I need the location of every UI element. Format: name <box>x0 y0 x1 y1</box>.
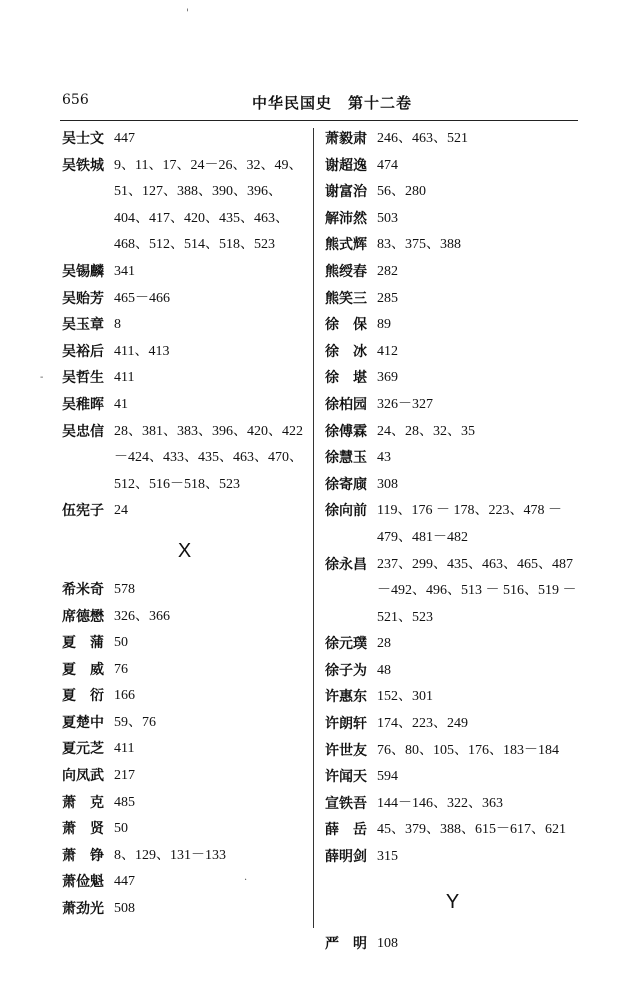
index-entry <box>325 365 580 392</box>
index-entry <box>325 232 580 259</box>
entry-pages: 41 <box>114 396 128 412</box>
entry-pages: 50 <box>114 635 128 651</box>
right-entries <box>325 126 580 871</box>
entry-pages: 326、366 <box>114 608 170 624</box>
entry-name: 许朗轩 <box>325 716 367 733</box>
entry-name: 萧劲光 <box>62 901 104 918</box>
index-entry <box>62 710 307 737</box>
index-entry <box>325 684 580 711</box>
scan-speck: . <box>244 872 248 883</box>
entry-pages: 315 <box>377 849 398 865</box>
entry-name: 徐元璞 <box>325 636 367 653</box>
entry-name: 徐慧玉 <box>325 450 367 467</box>
entry-name: 熊式辉 <box>325 237 367 254</box>
index-entry <box>62 286 307 313</box>
index-entry <box>325 711 580 738</box>
index-entry <box>62 657 307 684</box>
entry-name: 谢超逸 <box>325 157 367 174</box>
index-entry <box>325 498 580 551</box>
entry-name: 吴锡麟 <box>62 263 104 280</box>
right-entries-y <box>325 931 580 958</box>
section-heading-y: Y <box>445 890 460 913</box>
entry-pages: 411 <box>114 370 135 386</box>
scan-speck: ' <box>186 8 189 19</box>
entry-name: 徐向前 <box>325 503 367 520</box>
entry-name: 向凤武 <box>62 768 104 785</box>
entry-name: 萧 克 <box>62 794 104 811</box>
entry-name: 徐 保 <box>325 317 367 334</box>
entry-name: 席德懋 <box>62 608 104 625</box>
entry-name: 熊绶春 <box>325 263 367 280</box>
entry-name: 夏 威 <box>62 661 104 678</box>
index-entry <box>62 630 307 657</box>
entry-pages: 76、80、105、176、183－184 <box>377 742 559 758</box>
entry-pages: 447 <box>114 131 135 146</box>
index-entry <box>325 738 580 765</box>
entry-pages: 24 <box>114 503 128 519</box>
entry-pages: 237、299、435、463、465、487－492、496、513 － 516、519 － 521、523 <box>377 556 577 625</box>
index-entry <box>325 419 580 446</box>
index-entry <box>62 259 307 286</box>
entry-pages: 144－146、322、363 <box>377 795 503 811</box>
index-entry <box>325 339 580 366</box>
index-entry <box>62 869 307 896</box>
header-rule <box>60 120 578 121</box>
entry-pages: 578 <box>114 581 135 597</box>
entry-name: 徐柏园 <box>325 396 367 413</box>
entry-name: 徐子为 <box>325 662 367 679</box>
entry-name: 夏楚中 <box>62 714 104 731</box>
entry-pages: 246、463、521 <box>377 131 468 146</box>
entry-name: 萧毅肃 <box>325 131 367 147</box>
entry-pages: 369 <box>377 370 398 386</box>
entry-name: 吴贻芳 <box>62 290 104 307</box>
index-entry <box>62 153 307 259</box>
entry-pages: 285 <box>377 290 398 306</box>
index-entry <box>325 392 580 419</box>
column-divider <box>313 128 314 928</box>
entry-name: 谢富治 <box>325 184 367 201</box>
entry-pages: 447 <box>114 874 135 890</box>
entry-name: 吴铁城 <box>62 157 104 174</box>
entry-pages: 174、223、249 <box>377 716 468 732</box>
page-number: 656 <box>62 92 89 108</box>
entry-pages: 43 <box>377 450 391 466</box>
entry-pages: 465－466 <box>114 290 170 306</box>
scan-speck: - <box>40 372 44 383</box>
left-column <box>62 126 307 923</box>
index-entry <box>62 365 307 392</box>
entry-pages: 485 <box>114 794 135 810</box>
running-title: 中华民国史 第十二卷 <box>252 94 413 112</box>
entry-pages: 474 <box>377 157 398 173</box>
entry-name: 吴裕后 <box>62 343 104 360</box>
index-entry <box>325 445 580 472</box>
index-entry <box>62 339 307 366</box>
entry-pages: 217 <box>114 768 135 784</box>
index-entry <box>62 392 307 419</box>
index-entry <box>62 419 307 499</box>
index-entry <box>325 472 580 499</box>
entry-pages: 282 <box>377 263 398 279</box>
entry-name: 宣铁吾 <box>325 795 367 812</box>
index-entry <box>325 764 580 791</box>
entry-pages: 8、129、131－133 <box>114 847 226 863</box>
entry-pages: 166 <box>114 688 135 704</box>
entry-name: 萧 贤 <box>62 821 104 838</box>
right-column <box>325 126 580 957</box>
entry-pages: 508 <box>114 901 135 917</box>
left-entries <box>62 126 307 525</box>
index-entry <box>325 791 580 818</box>
entry-name: 许惠东 <box>325 689 367 706</box>
entry-pages: 28 <box>377 636 391 652</box>
entry-name: 许世友 <box>325 742 367 759</box>
entry-pages: 48 <box>377 662 391 678</box>
index-entry <box>325 286 580 313</box>
index-entry <box>62 604 307 631</box>
entry-pages: 83、375、388 <box>377 237 461 253</box>
index-entry <box>325 658 580 685</box>
entry-name: 伍宪子 <box>62 503 104 520</box>
entry-pages: 45、379、388、615－617、621 <box>377 822 566 838</box>
index-entry <box>325 817 580 844</box>
entry-pages: 341 <box>114 263 135 279</box>
index-entry <box>325 259 580 286</box>
index-entry <box>62 126 307 153</box>
entry-name: 解沛然 <box>325 210 367 227</box>
index-entry <box>62 763 307 790</box>
index-entry <box>62 736 307 763</box>
entry-pages: 59、76 <box>114 714 156 730</box>
entry-name: 吴士文 <box>62 131 104 147</box>
entry-name: 许闻天 <box>325 769 367 786</box>
entry-pages: 9、11、17、24－26、32、49、51、127、388、390、396、404、417、420、435、463、468、512、514、518、523 <box>114 157 303 253</box>
index-entry <box>62 896 307 923</box>
index-entry <box>325 931 580 958</box>
index-entry <box>62 312 307 339</box>
entry-pages: 503 <box>377 210 398 226</box>
entry-pages: 24、28、32、35 <box>377 423 475 439</box>
running-header <box>62 92 578 116</box>
entry-name: 徐永昌 <box>325 556 367 573</box>
entry-name: 徐 冰 <box>325 343 367 360</box>
entry-pages: 412 <box>377 343 398 359</box>
entry-pages: 308 <box>377 476 398 492</box>
entry-name: 萧俭魁 <box>62 874 104 891</box>
index-entry <box>325 206 580 233</box>
entry-pages: 8 <box>114 317 121 333</box>
index-entry <box>62 683 307 710</box>
entry-name: 徐傅霖 <box>325 423 367 440</box>
index-entry <box>62 843 307 870</box>
left-entries-x <box>62 577 307 923</box>
index-entry <box>325 631 580 658</box>
entry-pages: 119、176 － 178、223、478 － 479、481－482 <box>377 503 562 545</box>
entry-name: 徐寄庼 <box>325 476 367 493</box>
index-entry <box>325 844 580 871</box>
entry-name: 薛 岳 <box>325 822 367 839</box>
entry-name: 吴哲生 <box>62 370 104 387</box>
index-entry <box>62 816 307 843</box>
entry-pages: 152、301 <box>377 689 433 705</box>
entry-pages: 76 <box>114 661 128 677</box>
index-entry <box>325 552 580 632</box>
entry-pages: 594 <box>377 769 398 785</box>
entry-name: 徐 堪 <box>325 370 367 387</box>
entry-pages: 326－327 <box>377 396 433 412</box>
entry-name: 夏 衍 <box>62 688 104 705</box>
index-entry <box>325 179 580 206</box>
entry-name: 吴玉章 <box>62 317 104 334</box>
entry-pages: 411、413 <box>114 343 170 359</box>
section-heading-x: X <box>177 539 192 562</box>
entry-name: 熊笑三 <box>325 290 367 307</box>
entry-pages: 50 <box>114 821 128 837</box>
entry-pages: 411 <box>114 741 135 757</box>
entry-name: 薛明剑 <box>325 849 367 866</box>
entry-pages: 108 <box>377 935 398 951</box>
index-entry <box>62 498 307 525</box>
entry-name: 夏 蒲 <box>62 635 104 652</box>
index-entry <box>62 790 307 817</box>
entry-name: 吴忠信 <box>62 423 104 440</box>
entry-name: 吴稚晖 <box>62 396 104 413</box>
entry-name: 萧 铮 <box>62 847 104 864</box>
entry-name: 夏元芝 <box>62 741 104 758</box>
index-entry <box>325 312 580 339</box>
index-entry <box>325 153 580 180</box>
entry-pages: 89 <box>377 317 391 333</box>
entry-name: 严 明 <box>325 935 367 952</box>
entry-pages: 28、381、383、396、420、422－424、433、435、463、470、512、516－518、523 <box>114 423 303 492</box>
entry-name: 希米奇 <box>62 581 104 598</box>
index-entry <box>325 126 580 153</box>
entry-pages: 56、280 <box>377 184 426 200</box>
index-entry <box>62 577 307 604</box>
